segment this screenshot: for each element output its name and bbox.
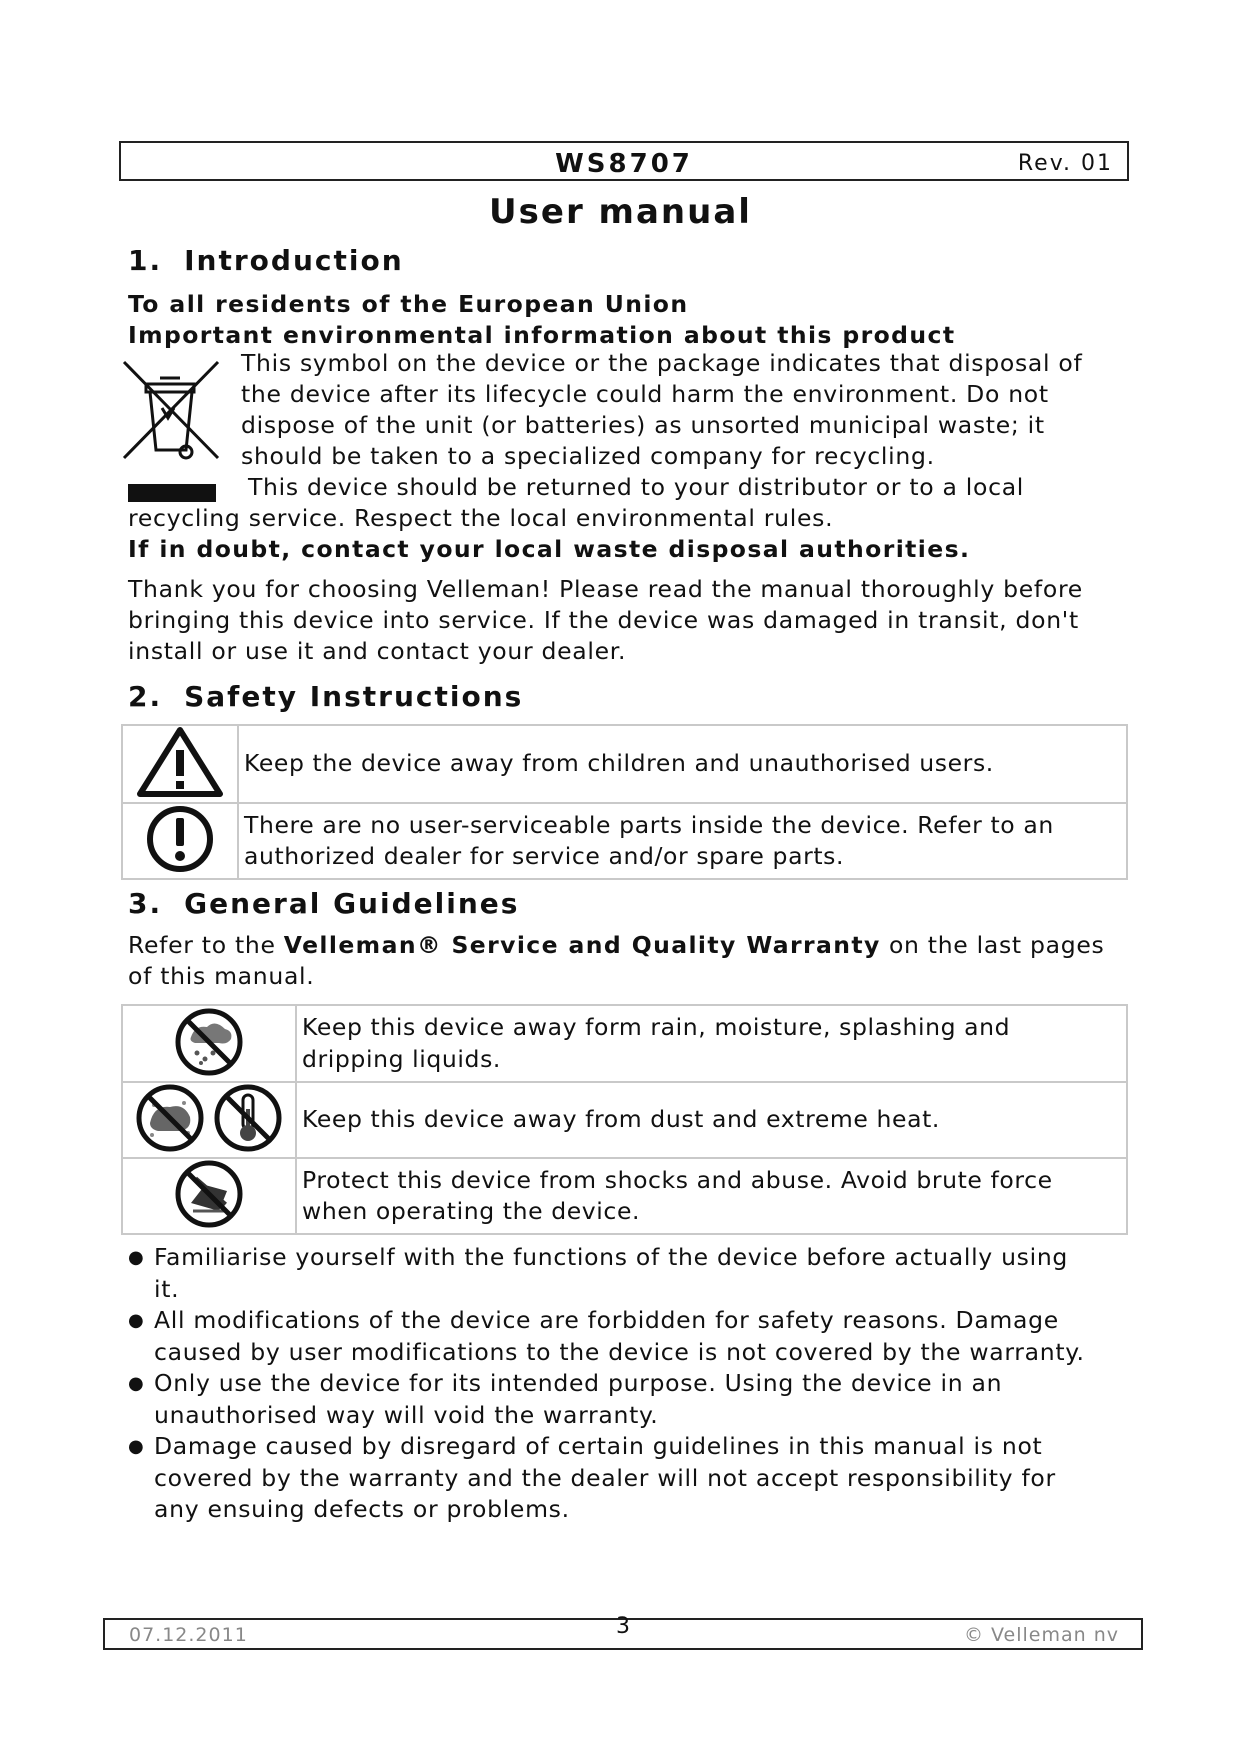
section-heading-introduction bbox=[128, 244, 404, 277]
safety-text-line: Keep the device away from children and unauthorised users. bbox=[244, 749, 994, 778]
section-number: 2. bbox=[128, 680, 163, 713]
bullet-line: caused by user modifications to the device is not covered by the warranty. bbox=[154, 1337, 1085, 1366]
safety-text bbox=[238, 803, 1127, 879]
table-row bbox=[122, 803, 1127, 879]
table-row bbox=[122, 1158, 1127, 1234]
doubt-line: If in doubt, contact your local waste disposal authorities. bbox=[128, 535, 971, 563]
no-rain-icon bbox=[173, 1007, 245, 1077]
eu-heading: To all residents of the European Union bbox=[128, 290, 689, 318]
weee-text-line: This symbol on the device or the package indicates that disposal of bbox=[241, 349, 1083, 377]
no-dust-icon bbox=[134, 1083, 206, 1153]
table-row bbox=[122, 1082, 1127, 1158]
icon-cell bbox=[122, 1082, 296, 1158]
table-row bbox=[122, 1005, 1127, 1082]
icon-cell bbox=[122, 725, 238, 803]
thanks-line: bringing this device into service. If the device was damaged in transit, don't bbox=[128, 606, 1079, 634]
weee-text-line: This device should be returned to your distributor or to a local bbox=[248, 473, 1025, 501]
page-number: 3 bbox=[616, 1614, 630, 1639]
table-row bbox=[122, 725, 1127, 803]
icon-cell bbox=[122, 803, 238, 879]
safety-text-line: authorized dealer for service and/or spare parts. bbox=[244, 842, 845, 870]
warranty-name: Velleman® Service and Quality Warranty bbox=[283, 931, 881, 959]
weee-text-line: the device after its lifecycle could harm the environment. Do not bbox=[241, 380, 1049, 408]
section-heading-guidelines bbox=[128, 887, 519, 920]
bullet-icon: ● bbox=[128, 1436, 145, 1457]
section-title: Introduction bbox=[184, 244, 404, 277]
bullet-line: unauthorised way will void the warranty. bbox=[154, 1400, 659, 1429]
list-item bbox=[128, 1368, 1128, 1431]
section-number: 1. bbox=[128, 244, 163, 277]
guideline-text-line: Protect this device from shocks and abuse. Avoid brute force bbox=[302, 1165, 1053, 1194]
guideline-text bbox=[296, 1158, 1127, 1234]
ref-suffix: on the last pages bbox=[880, 931, 1105, 959]
no-shock-icon bbox=[173, 1159, 245, 1229]
document-title: User manual bbox=[489, 192, 752, 232]
section-number: 3. bbox=[128, 887, 163, 920]
warning-triangle-icon bbox=[136, 726, 224, 798]
safety-text-line: There are no user-serviceable parts inside the device. Refer to an bbox=[244, 810, 1054, 839]
bullet-icon: ● bbox=[128, 1373, 145, 1394]
safety-table bbox=[121, 724, 1128, 880]
warranty-reference-line2: of this manual. bbox=[128, 962, 315, 990]
revision-label: Rev. 01 bbox=[1017, 151, 1113, 176]
list-item bbox=[128, 1305, 1128, 1368]
footer-date: 07.12.2011 bbox=[129, 1624, 248, 1646]
bullet-line: Familiarise yourself with the functions of the device before actually using bbox=[154, 1243, 1069, 1271]
safety-text bbox=[238, 725, 1127, 803]
list-item bbox=[128, 1431, 1128, 1526]
bullet-line: Only use the device for its intended purpose. Using the device in an bbox=[154, 1369, 1003, 1397]
bullet-line: Damage caused by disregard of certain guidelines in this manual is not bbox=[154, 1432, 1043, 1460]
model-number: WS8707 bbox=[555, 149, 693, 179]
bullet-icon: ● bbox=[128, 1310, 145, 1331]
guideline-text-line: dripping liquids. bbox=[302, 1044, 501, 1073]
guideline-text bbox=[296, 1082, 1127, 1158]
weee-text-line: dispose of the unit (or batteries) as unsorted municipal waste; it bbox=[241, 411, 1045, 439]
exclamation-circle-icon bbox=[144, 804, 216, 874]
thanks-line: Thank you for choosing Velleman! Please read the manual thoroughly before bbox=[128, 575, 1083, 603]
weee-text-line: should be taken to a specialized company for recycling. bbox=[241, 442, 935, 470]
section-title: General Guidelines bbox=[184, 887, 520, 920]
list-item bbox=[128, 1242, 1128, 1305]
crossed-bin-icon bbox=[122, 358, 222, 506]
guidelines-table bbox=[121, 1004, 1128, 1235]
ref-prefix: Refer to the bbox=[128, 931, 284, 959]
env-heading: Important environmental information about this product bbox=[128, 321, 956, 349]
thanks-line: install or use it and contact your dealer. bbox=[128, 637, 627, 665]
warranty-reference bbox=[128, 930, 1104, 962]
guideline-text-line: when operating the device. bbox=[302, 1197, 641, 1225]
bullet-line: any ensuing defects or problems. bbox=[154, 1495, 570, 1523]
page-header bbox=[119, 141, 1129, 181]
section-heading-safety bbox=[128, 680, 523, 713]
icon-cell bbox=[122, 1005, 296, 1082]
guidelines-bullet-list bbox=[128, 1242, 1128, 1526]
bullet-line: covered by the warranty and the dealer will not accept responsibility for bbox=[154, 1463, 1056, 1492]
icon-cell bbox=[122, 1158, 296, 1234]
no-heat-icon bbox=[212, 1083, 284, 1153]
weee-text-line: recycling service. Respect the local environmental rules. bbox=[128, 504, 834, 532]
bullet-line: All modifications of the device are forbidden for safety reasons. Damage bbox=[154, 1306, 1059, 1334]
guideline-text-line: Keep this device away from dust and extreme heat. bbox=[302, 1105, 940, 1134]
guideline-text-line: Keep this device away form rain, moisture, splashing and bbox=[302, 1013, 1011, 1041]
bullet-line: it. bbox=[154, 1274, 180, 1303]
footer-copyright: © Velleman nv bbox=[963, 1624, 1119, 1646]
guideline-text bbox=[296, 1005, 1127, 1082]
section-title: Safety Instructions bbox=[184, 680, 524, 713]
page-footer bbox=[103, 1614, 1143, 1650]
bullet-icon: ● bbox=[128, 1247, 145, 1268]
